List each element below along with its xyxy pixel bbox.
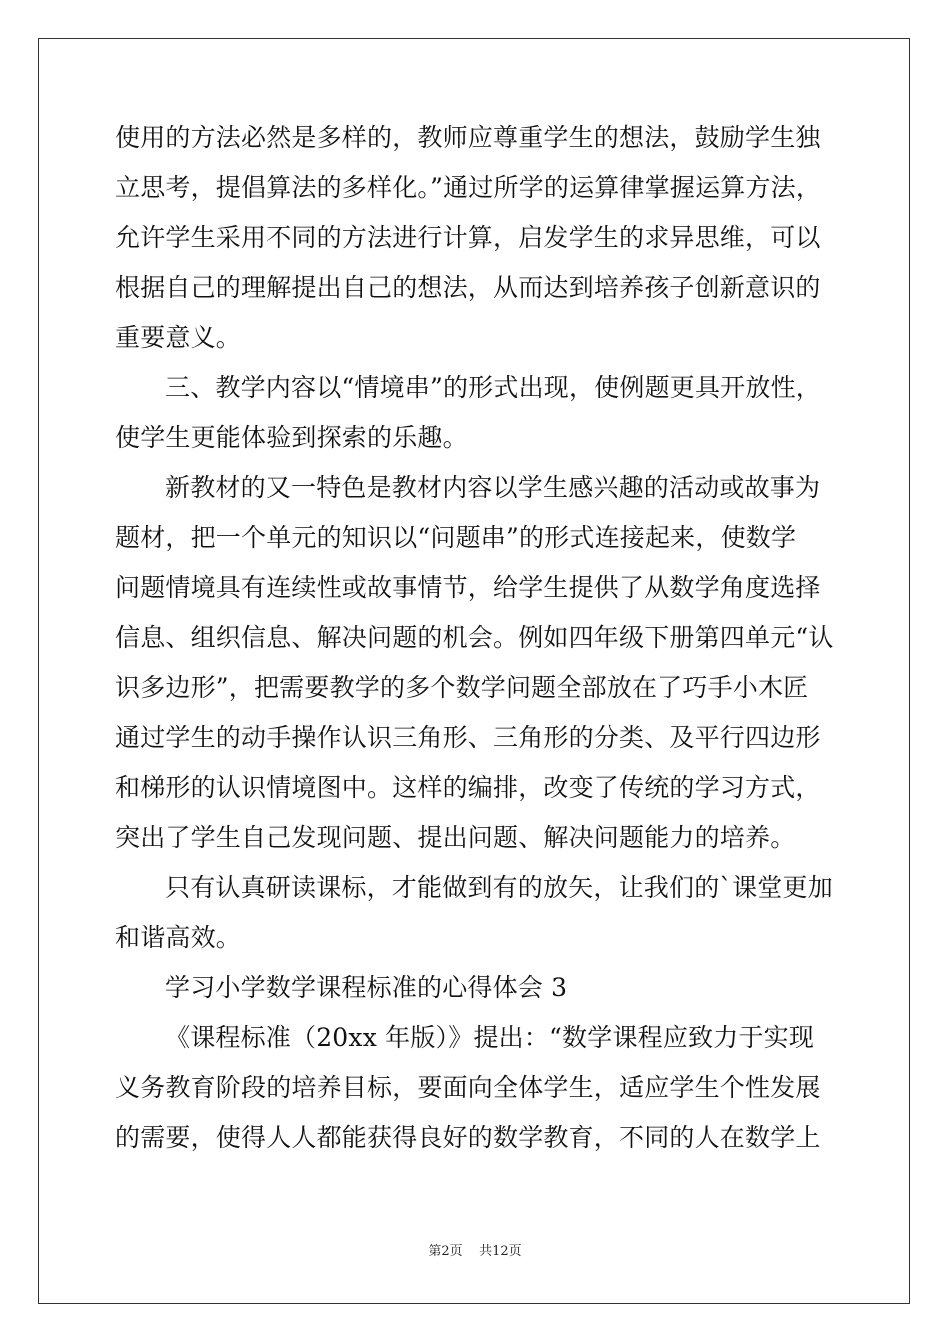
text-line: 使学生更能体验到探索的乐趣。 [115,423,468,452]
text-line: 识多边形”，把需要教学的多个数学问题全部放在了巧手小木匠 [115,673,809,702]
text-line: 三、教学内容以“情境串”的形式出现，使例题更具开放性， [165,373,821,402]
text-line: 只有认真研读课标，才能做到有的放矢，让我们的`课堂更加 [165,873,833,902]
text-line: 重要意义。 [115,323,242,352]
text-line: 和谐高效。 [115,923,242,952]
text-line: 使用的方法必然是多样的，教师应尊重学生的想法，鼓励学生独 [115,123,821,152]
text-line: 根据自己的理解提出自己的想法，从而达到培养孩子创新意识的 [115,273,821,302]
text-line: 问题情境具有连续性或故事情节，给学生提供了从数学角度选择 [115,573,821,602]
text-line: 信息、组织信息、解决问题的机会。例如四年级下册第四单元“认 [115,623,834,652]
text-line: 的需要，使得人人都能获得良好的数学教育，不同的人在数学上 [115,1123,821,1152]
text-line: 学习小学数学课程标准的心得体会 3 [165,973,568,1002]
text-line: 允许学生采用不同的方法进行计算，启发学生的求异思维，可以 [115,223,821,252]
page-number-footer: 第2页 共12页 [428,1244,522,1259]
text-line: 义务教育阶段的培养目标，要面向全体学生，适应学生个性发展 [115,1073,821,1102]
text-line: 通过学生的动手操作认识三角形、三角形的分类、及平行四边形 [115,723,821,752]
document-body [115,113,837,1163]
text-line: 《课程标准（20xx 年版）》提出：“数学课程应致力于实现 [165,1023,815,1052]
text-line: 和梯形的认识情境图中。这样的编排，改变了传统的学习方式， [115,773,821,802]
text-line: 新教材的又一特色是教材内容以学生感兴趣的活动或故事为 [165,473,821,502]
text-line: 题材，把一个单元的知识以“问题串”的形式连接起来，使数学 [115,523,797,552]
text-line: 立思考，提倡算法的多样化。”通过所学的运算律掌握运算方法， [115,173,822,202]
text-line: 突出了学生自己发现问题、提出问题、解决问题能力的培养。 [115,823,796,852]
